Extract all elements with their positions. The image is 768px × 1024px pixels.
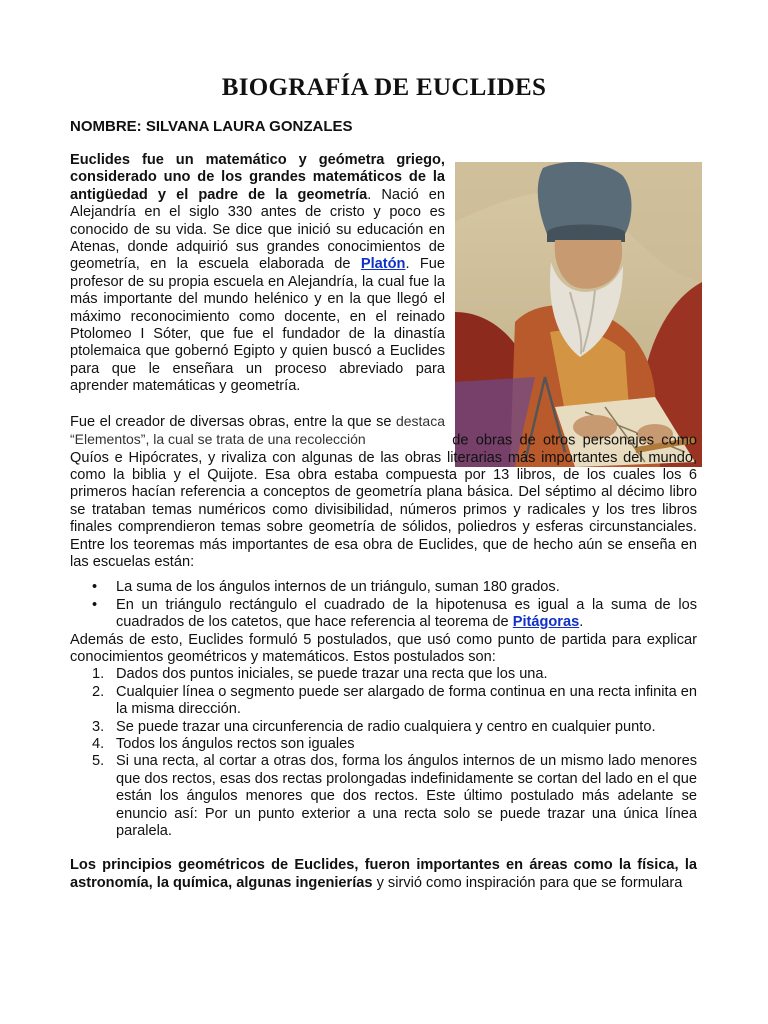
platon-link[interactable]: Platón xyxy=(360,256,406,273)
paragraph-principles xyxy=(70,857,697,892)
postulate-number: 3. xyxy=(92,718,105,735)
list-item xyxy=(116,597,697,632)
theorem-2-text: En un triángulo rectángulo el cuadrado de la hipotenusa es igual a la suma de los cuadrados de los catetos, que hace referencia al teorema de xyxy=(116,596,697,631)
postulate-text: Cualquier línea o segmento puede ser alargado de forma continua en una recta infinita en la misma dirección. xyxy=(116,683,697,718)
postulate-number: 4. xyxy=(92,736,105,752)
principles-bold-text: Los principios geométricos de Euclides, fueron importantes en áreas como la física, la astronomía, la química, algunas ingenierías xyxy=(70,857,697,891)
theorem-1-text: La suma de los ángulos internos de un triángulo, suman 180 grados. xyxy=(116,579,560,596)
works-text-1: Fue el creador de diversas obras, entre la que se xyxy=(70,413,396,430)
pitagoras-link[interactable]: Pitágoras xyxy=(512,614,580,631)
works-narrow xyxy=(70,413,445,450)
list-item xyxy=(92,666,697,683)
paragraph-gap xyxy=(70,396,697,413)
postulate-number: 2. xyxy=(92,683,105,700)
paragraph-postulates-intro: Además de esto, Euclides formuló 5 postulados, que usó como punto de partida para explicar conocimientos geométricos y matemáticos. Estos postulados son: xyxy=(70,631,697,665)
postulate-text: Todos los ángulos rectos son iguales xyxy=(116,736,355,752)
paragraph-intro xyxy=(70,152,445,396)
intro-bold-text: Euclides fue un matemático y geómetra griego, considerado uno de los grandes matemáticos de la antigüedad y el padre de la geometría xyxy=(70,152,445,203)
postulate-number: 5. xyxy=(92,753,105,770)
list-item xyxy=(92,683,697,719)
postulate-list xyxy=(70,666,697,840)
list-item xyxy=(92,753,697,840)
paragraph-gap xyxy=(70,840,697,857)
list-item xyxy=(92,718,697,736)
list-item xyxy=(92,736,697,753)
works-thin-text: destaca “Elementos”, la cual se trata de una recolección xyxy=(70,412,445,448)
list-item xyxy=(116,579,697,596)
postulate-number: 1. xyxy=(92,666,105,683)
document-title: BIOGRAFÍA DE EUCLIDES xyxy=(221,74,547,101)
paragraph-works xyxy=(70,413,697,572)
intro-text-2: . Fue profesor de su propia escuela en Alejandría, la cual fue la más importante del mundo helénico y en la que llegó el máximo reconocimiento como docente, en el reinado Ptolomeo I Sóter, que fue el fundador de la dinastía ptolemaica que gobernó Egipto y quien buscó a Euclides para que le enseñara un proceso abreviado para aprender matemáticas y geometría. xyxy=(70,256,445,395)
theorem-2-end: . xyxy=(579,614,584,631)
postulate-text: Dados dos puntos iniciales, se puede trazar una recta que los una. xyxy=(116,666,548,683)
body-text xyxy=(70,152,697,892)
principles-text: y sirvió como inspiración para que se formulara xyxy=(372,874,683,891)
author-line: NOMBRE: SILVANA LAURA GONZALES xyxy=(70,118,353,135)
postulate-text: Se puede trazar una circunferencia de radio cualquiera y centro en cualquier punto. xyxy=(116,718,656,735)
theorem-list xyxy=(70,579,697,631)
postulate-text: Si una recta, al cortar a otras dos, forma los ángulos internos de un mismo lado menores que dos rectos, esas dos rectas prolongadas indefinidamente se cortan del lado en el que están los ángulos menores que dos rectos. Este último postulado más adelante se enuncio así: Por un punto exterior a una recta solo se puede trazar una única línea paralela. xyxy=(116,753,697,840)
intro-text-1: . Nació en Alejandría en el siglo 330 antes de cristo y poco es conocido de su vida. Se dice que inició su educación en Atenas, donde adquirió sus grandes conocimientos de geometría, en la escuela elaborada de xyxy=(70,186,445,273)
works-text-2: de obras de otros personajes como Quíos e Hipócrates, y rivaliza con algunas de las obras literarias más importantes del mundo, como la biblia y el Quijote. Esa obra estaba compuesta por 13 libros, de los cuales los 6 primeros hacían referencia a conceptos de geometría plana básica. Del séptimo al décimo libro se trataban temas numéricos como divisibilidad, números primos y radicales y los tres libros finales comprendieron temas sobre geometría de sólidos, poliedros y esferas circunstanciales. Entre los teoremas más importantes de esa obra de Euclides, que de hecho aún se enseña en las escuelas están: xyxy=(70,432,697,570)
